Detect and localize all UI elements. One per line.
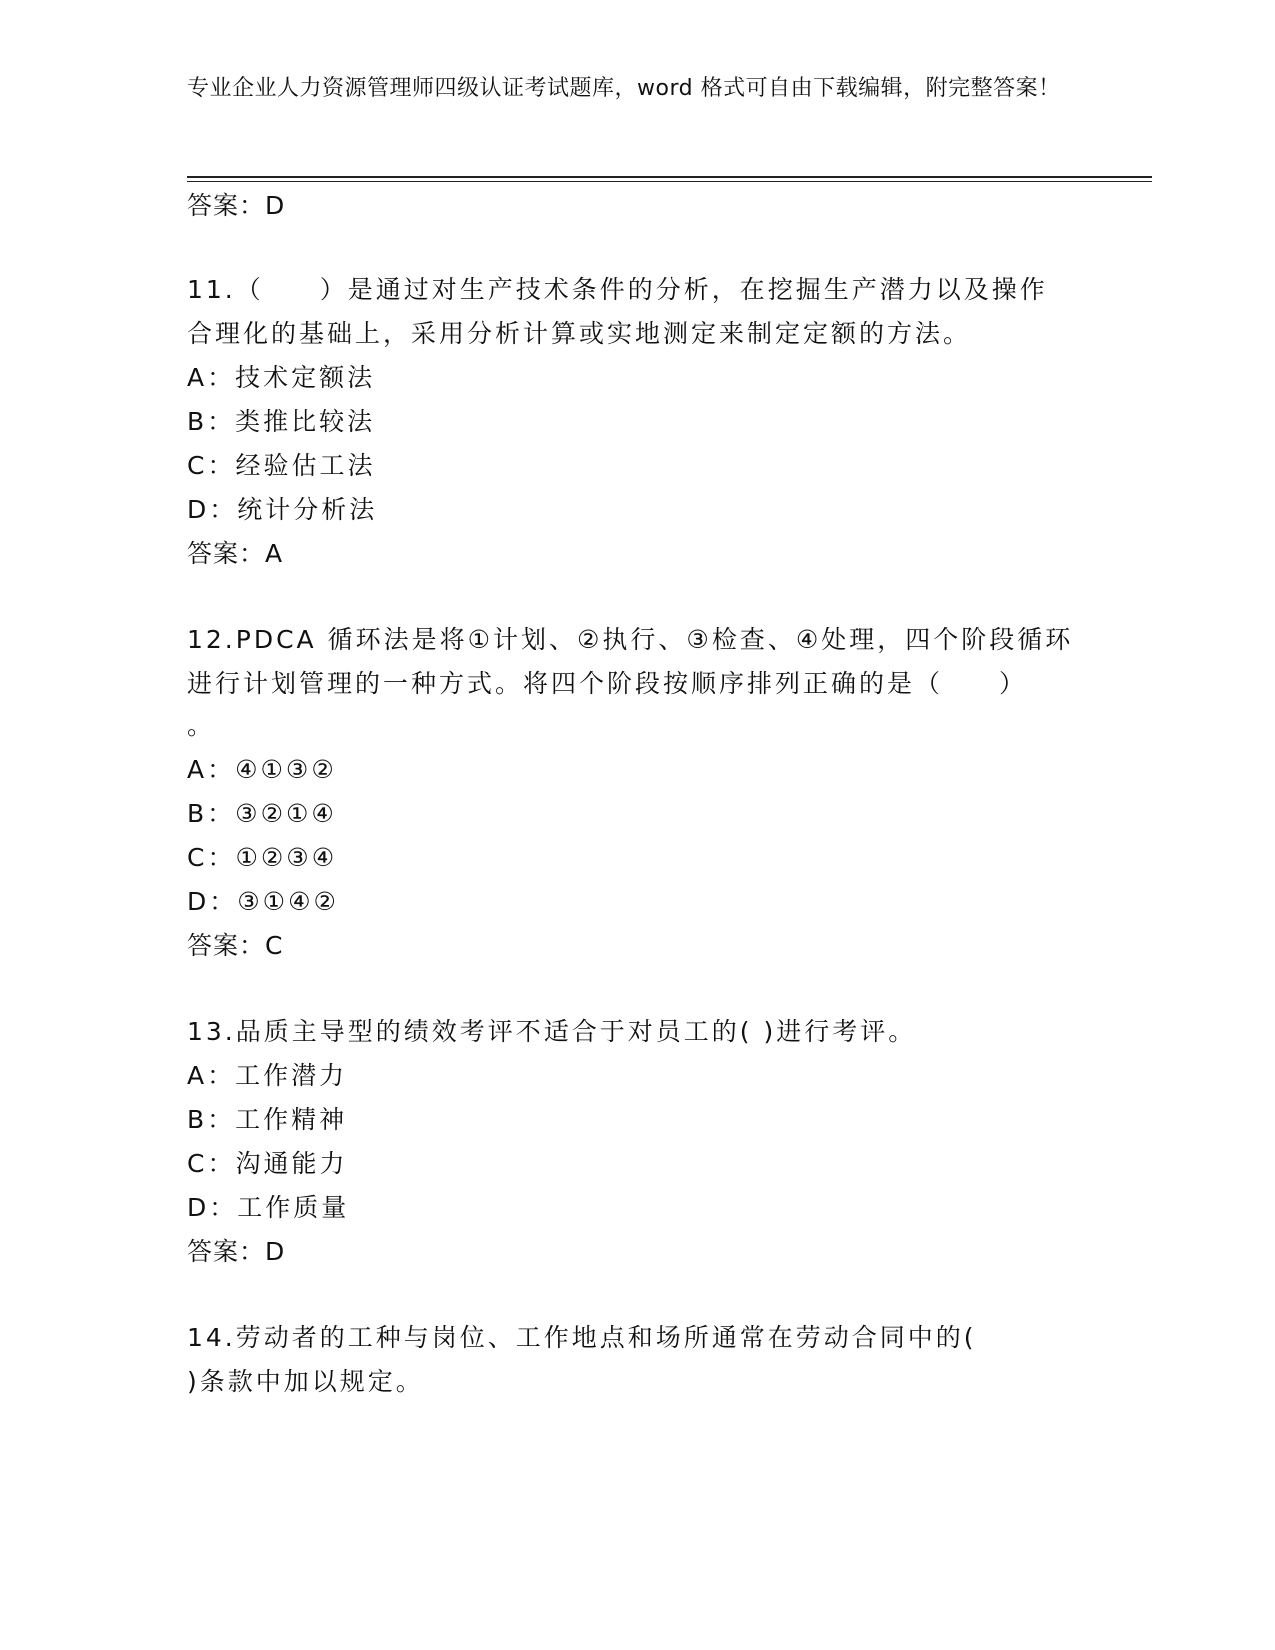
answer-label: 答案： — [187, 931, 266, 960]
option-a: A：技术定额法 — [187, 363, 376, 392]
option-d: D：③①④② — [187, 887, 339, 916]
option-b: B：类推比较法 — [187, 407, 376, 436]
answer-line — [187, 190, 284, 222]
answer-line — [187, 1236, 284, 1268]
answer-value: D — [265, 191, 285, 220]
option-a: A：工作潜力 — [187, 1061, 348, 1090]
question-text: 12.PDCA 循环法是将①计划、②执行、③检查、④处理，四个阶段循环 — [187, 625, 1074, 654]
answer-line — [187, 538, 282, 570]
question-text: 13.品质主导型的绩效考评不适合于对员工的( )进行考评。 — [187, 1017, 917, 1046]
question-text: 合理化的基础上，采用分析计算或实地测定来制定定额的方法。 — [187, 319, 972, 348]
question-text: 14.劳动者的工种与岗位、工作地点和场所通常在劳动合同中的( — [187, 1323, 977, 1352]
option-b: B：工作精神 — [187, 1105, 348, 1134]
option-d: D：工作质量 — [187, 1193, 350, 1222]
page-header: 专业企业人力资源管理师四级认证考试题库，word 格式可自由下载编辑，附完整答案！ — [187, 76, 1061, 101]
option-a: A：④①③② — [187, 755, 337, 784]
question-text: 11.（ ）是通过对生产技术条件的分析，在挖掘生产潜力以及操作 — [187, 275, 1048, 304]
header-divider — [187, 176, 1152, 178]
question-text: )条款中加以规定。 — [187, 1367, 424, 1396]
question-text: 进行计划管理的一种方式。将四个阶段按顺序排列正确的是（ ） — [187, 669, 1028, 698]
answer-value: D — [265, 1237, 285, 1266]
answer-label: 答案： — [187, 191, 266, 220]
answer-label: 答案： — [187, 539, 266, 568]
option-c: C：经验估工法 — [187, 451, 376, 480]
option-c: C：沟通能力 — [187, 1149, 348, 1178]
answer-value: A — [265, 539, 283, 568]
header-divider-thin — [187, 181, 1152, 182]
question-text: 。 — [187, 711, 216, 740]
answer-value: C — [265, 931, 283, 960]
answer-label: 答案： — [187, 1237, 266, 1266]
option-d: D：统计分析法 — [187, 495, 378, 524]
option-c: C：①②③④ — [187, 843, 338, 872]
option-b: B：③②①④ — [187, 799, 337, 828]
answer-line — [187, 930, 282, 962]
